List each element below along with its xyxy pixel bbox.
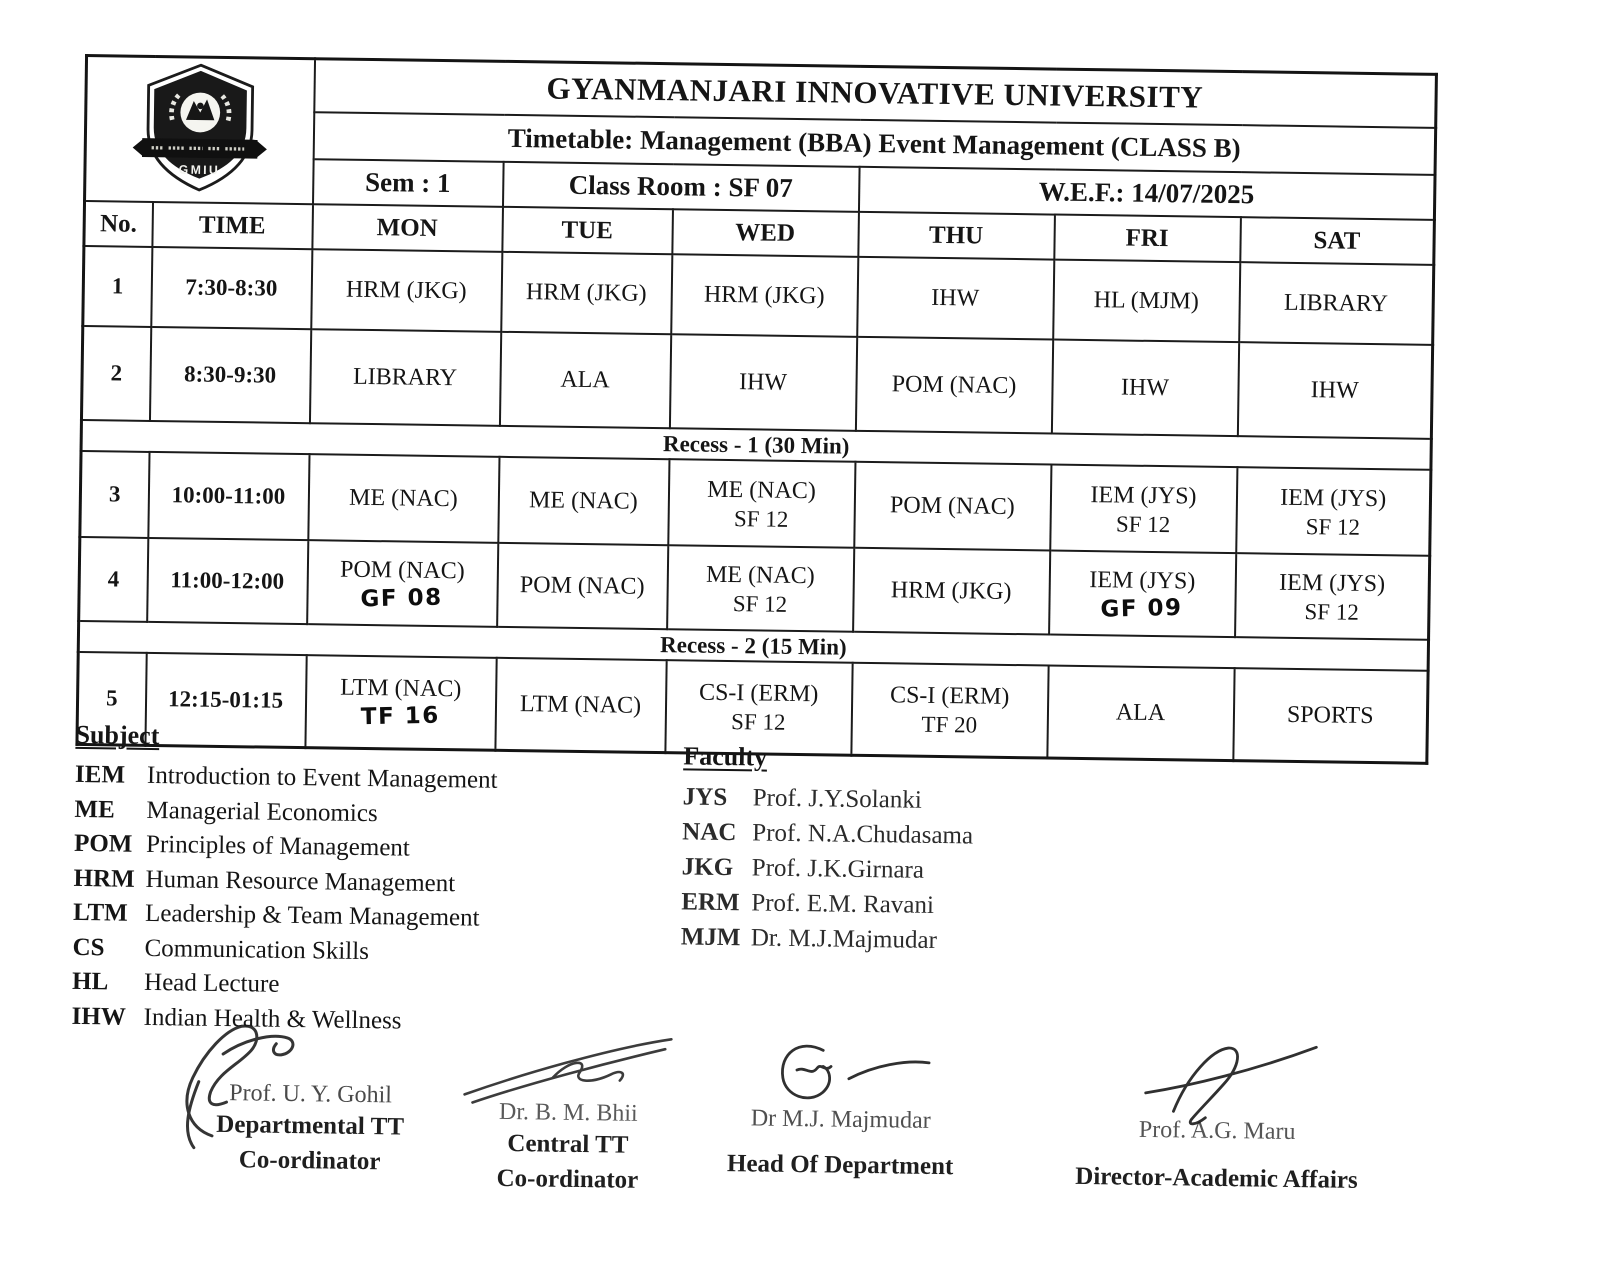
period-number: 2 [81, 326, 150, 421]
cell-sat-5: SPORTS [1233, 668, 1428, 763]
cell-thu-5: CS-I (ERM) TF 20 [851, 663, 1048, 758]
signatory-name: Dr M.J. Majmudar [750, 1105, 931, 1134]
col-header-fri: FRI [1054, 215, 1241, 263]
recess-2-label: Recess - 2 (15 Min) [78, 621, 1428, 671]
faculty-legend [681, 741, 975, 958]
col-header-mon: MON [312, 204, 503, 252]
period-number: 3 [80, 451, 149, 538]
cell-mon-2: LIBRARY [309, 329, 500, 426]
signature-head-of-department [717, 1047, 964, 1184]
col-header-time: TIME [152, 202, 313, 249]
list-item: MJM Dr. M.J.Majmudar [680, 923, 938, 954]
list-item: ERM Prof. E.M. Ravani [681, 888, 935, 919]
handwritten-room-note: TF 16 [360, 702, 441, 731]
classroom-label: Class Room : SF 07 [502, 162, 859, 212]
signatory-name: Prof. U. Y. Gohil [229, 1080, 393, 1109]
logo-cell [85, 56, 315, 205]
period-time: 11:00-12:00 [147, 538, 308, 624]
list-item: CS Communication Skills [72, 933, 370, 965]
period-time: 8:30-9:30 [149, 327, 310, 423]
cell-sat-3: IEM (JYS) SF 12 [1236, 467, 1431, 556]
col-header-no: No. [84, 201, 153, 247]
semester-label: Sem : 1 [313, 159, 504, 207]
list-item: NAC Prof. N.A.Chudasama [682, 818, 974, 850]
cell-thu-3: POM (NAC) [854, 462, 1051, 551]
period-time: 10:00-11:00 [148, 452, 309, 540]
signatory-role: Co-ordinator [238, 1146, 381, 1176]
cell-tue-1: HRM (JKG) [501, 252, 672, 334]
cell-tue-4: POM (NAC) [497, 543, 668, 629]
list-item: JKG Prof. J.K.Girnara [681, 853, 925, 884]
cell-tue-2: ALA [499, 332, 670, 428]
cell-wed-5: CS-I (ERM) SF 12 [665, 660, 852, 755]
cell-thu-4: HRM (JKG) [853, 548, 1050, 635]
signatory-role: Central TT [507, 1130, 629, 1159]
cell-wed-2: IHW [669, 334, 856, 431]
list-item: HRM Human Resource Management [73, 864, 456, 897]
col-header-thu: THU [858, 212, 1055, 260]
period-number: 4 [79, 537, 148, 622]
cell-thu-1: IHW [857, 257, 1054, 340]
faculty-heading: Faculty [683, 741, 768, 772]
handwritten-room-note: GF 09 [1100, 594, 1184, 623]
subject-legend [71, 720, 498, 1040]
signatory-name: Dr. B. M. Bhii [498, 1098, 638, 1127]
wef-label: W.E.F.: 14/07/2025 [858, 167, 1435, 220]
list-item: POM Principles of Management [73, 829, 411, 862]
university-title: GYANMANJARI INNOVATIVE UNIVERSITY [314, 59, 1437, 128]
cell-fri-2: IHW [1051, 340, 1238, 437]
cell-fri-4: IEM (JYS) GF 09 [1049, 551, 1236, 638]
recess-1-label: Recess - 1 (30 Min) [81, 420, 1431, 470]
period-time: 7:30-8:30 [151, 247, 312, 329]
period-time: 12:15-01:15 [145, 653, 306, 747]
cell-fri-5: ALA [1047, 666, 1234, 761]
cell-sat-2: IHW [1237, 342, 1432, 439]
cell-wed-4: ME (NAC) SF 12 [667, 545, 854, 632]
signatory-role: Head Of Department [726, 1150, 954, 1181]
list-item: LTM Leadership & Team Management [72, 898, 480, 932]
cell-wed-1: HRM (JKG) [671, 254, 858, 337]
logo-acronym: GMIU [178, 162, 221, 178]
cell-fri-3: IEM (JYS) SF 12 [1050, 465, 1237, 554]
cell-fri-1: HL (MJM) [1053, 260, 1240, 343]
cell-mon-5: LTM (NAC) TF 16 [305, 655, 496, 750]
cell-thu-2: POM (NAC) [855, 337, 1052, 434]
col-header-wed: WED [672, 209, 859, 257]
period-number: 1 [83, 246, 152, 327]
cell-sat-4: IEM (JYS) SF 12 [1235, 553, 1430, 640]
university-logo-icon [130, 58, 270, 198]
signatory-role: Co-ordinator [496, 1164, 639, 1194]
cell-tue-3: ME (NAC) [498, 457, 669, 545]
cell-mon-4: POM (NAC) GF 08 [307, 540, 498, 627]
cell-wed-3: ME (NAC) SF 12 [668, 459, 855, 548]
handwritten-room-note: GF 08 [360, 584, 444, 612]
list-item: IEM Introduction to Event Management [74, 760, 498, 794]
list-item: ME Managerial Economics [74, 795, 378, 827]
col-header-sat: SAT [1240, 217, 1435, 265]
timetable-table [75, 54, 1438, 764]
cell-sat-1: LIBRARY [1239, 262, 1434, 345]
subject-heading: Subject [75, 719, 160, 751]
signature-director-academic-affairs [1056, 1054, 1378, 1198]
period-number: 5 [77, 652, 146, 745]
col-header-tue: TUE [502, 207, 673, 254]
signature-squiggle-icon [756, 1037, 942, 1112]
signatory-role: Director-Academic Affairs [1075, 1162, 1358, 1194]
signature-departmental-tt [179, 1029, 441, 1180]
signatory-role: Departmental TT [216, 1110, 405, 1141]
cell-tue-5: LTM (NAC) [495, 658, 666, 752]
list-item: HL Head Lecture [71, 967, 280, 998]
timetable-subtitle: Timetable: Management (BBA) Event Management (CLASS B) [313, 112, 1436, 175]
signatory-name: Prof. A.G. Maru [1138, 1116, 1296, 1146]
cell-mon-1: HRM (JKG) [311, 249, 502, 332]
cell-mon-3: ME (NAC) [308, 454, 499, 543]
list-item: IHW Indian Health & Wellness [71, 1002, 402, 1035]
signature-central-tt [452, 1040, 684, 1198]
list-item: JYS Prof. J.Y.Solanki [682, 783, 922, 814]
